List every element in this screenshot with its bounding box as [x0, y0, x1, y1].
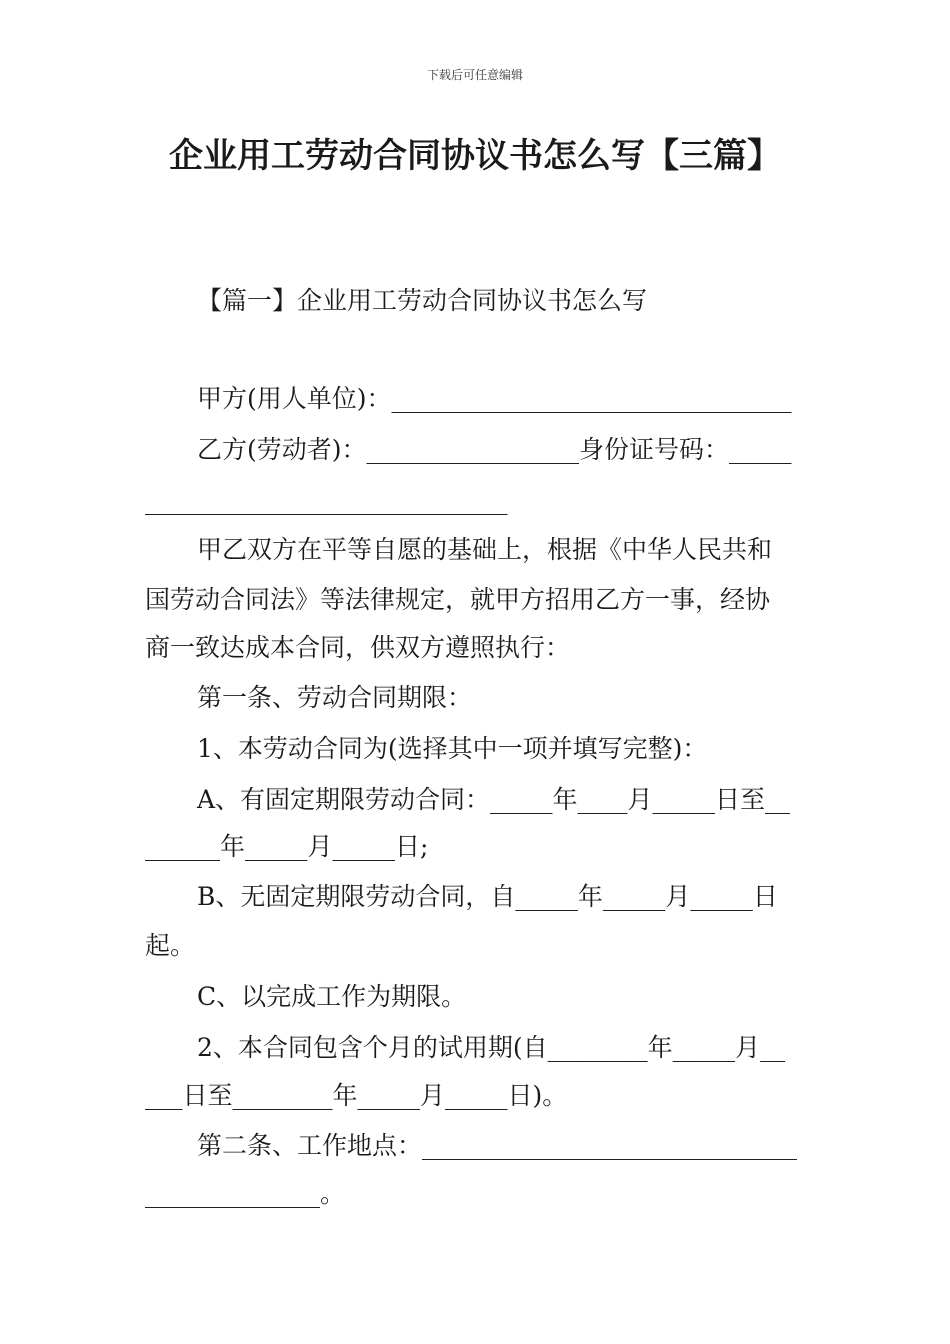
paragraph-line: 国劳动合同法》等法律规定，就甲方招用乙方一事，经协	[145, 585, 771, 614]
clause-line: 起。	[145, 931, 196, 960]
section-heading: 【篇一】企业用工劳动合同协议书怎么写	[197, 286, 648, 315]
party-b-line: 乙方(劳动者)：_________________身份证号码：_____	[197, 435, 792, 464]
document-title: 企业用工劳动合同协议书怎么写【三篇】	[169, 136, 781, 176]
clause-line: ______年_____月_____日;	[145, 832, 429, 861]
article-heading: 第一条、劳动合同期限：	[197, 683, 473, 712]
party-a-line: 甲方(用人单位)：________________________________	[197, 384, 792, 413]
clause-line: B、无固定期限劳动合同，自_____年_____月_____日	[197, 882, 778, 911]
clause-line: 2、本合同包含个月的试用期(自________年_____月__	[197, 1033, 786, 1062]
clause-line: C、以完成工作为期限。	[197, 982, 467, 1011]
clause-line: ___日至________年_____月_____日)。	[145, 1081, 568, 1110]
clause-line: A、有固定期限劳动合同：_____年____月_____日至__	[197, 785, 791, 814]
clause-line: 1、本劳动合同为(选择其中一项并填写完整)：	[197, 734, 708, 763]
article-heading: 第二条、工作地点：______________________________	[197, 1131, 798, 1160]
clause-line: ______________。	[145, 1179, 346, 1208]
header-note: 下载后可任意编辑	[426, 68, 523, 82]
paragraph-line: 商一致达成本合同，供双方遵照执行：	[145, 633, 571, 662]
id-number-blank-line: _____________________________	[145, 486, 508, 515]
paragraph-line: 甲乙双方在平等自愿的基础上，根据《中华人民共和	[197, 535, 773, 564]
